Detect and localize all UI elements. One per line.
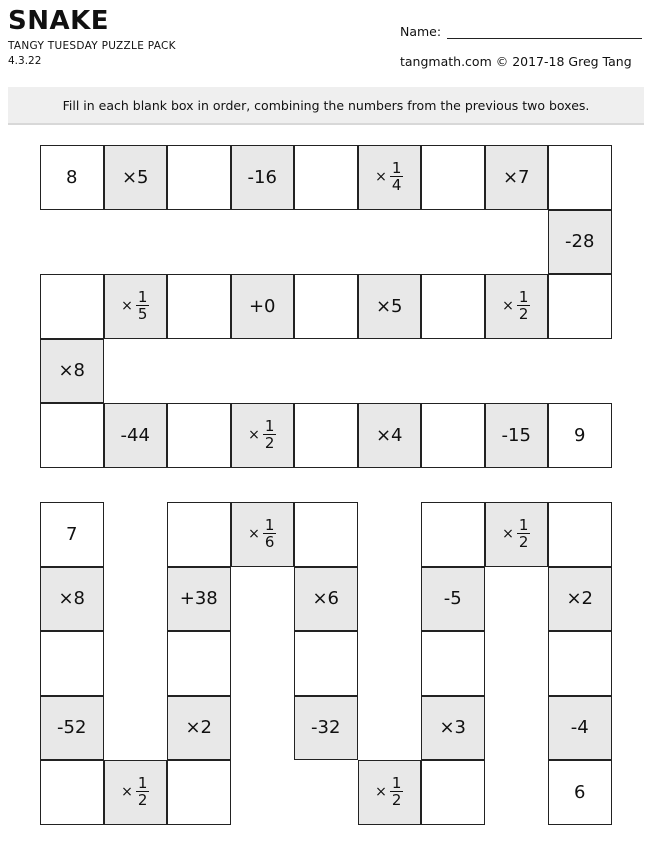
times-sign: × <box>375 784 387 801</box>
puzzle2-cell[interactable] <box>40 631 104 696</box>
times-sign: × <box>121 298 133 315</box>
puzzle1-row1-cell <box>231 145 295 210</box>
puzzle1-row2-cell[interactable] <box>421 274 485 339</box>
fraction <box>136 776 150 808</box>
instructions-bar <box>8 87 644 125</box>
puzzle1-row3-cell <box>485 403 549 468</box>
puzzle2-cell <box>548 760 612 825</box>
cell-value: ×4 <box>375 424 403 446</box>
cell-value: -52 <box>57 717 87 739</box>
puzzle2-cell[interactable] <box>421 760 485 825</box>
cell-value: -32 <box>311 717 341 739</box>
fraction-denominator: 2 <box>518 305 529 324</box>
cell-value: -5 <box>443 588 462 610</box>
puzzle2-cell <box>358 760 422 825</box>
cell-value: 9 <box>574 424 586 446</box>
puzzle1-row1-cell <box>358 145 422 210</box>
puzzle1-row2-cell[interactable] <box>548 274 612 339</box>
puzzle1-connector-left <box>40 339 104 404</box>
cell-value: ×5 <box>121 166 149 188</box>
date: 4.3.22 <box>8 55 42 67</box>
puzzle1-row1-cell <box>485 145 549 210</box>
puzzle1-row1-cell[interactable] <box>421 145 485 210</box>
puzzle2-cell[interactable] <box>294 502 358 567</box>
cell-value: -28 <box>565 231 595 253</box>
puzzle1-row3-cell <box>548 403 612 468</box>
subtitle: TANGY TUESDAY PUZZLE PACK <box>8 40 176 52</box>
puzzle2-cell[interactable] <box>167 760 231 825</box>
puzzle1-row3-cell <box>104 403 168 468</box>
times-sign: × <box>248 526 260 543</box>
puzzle1-row1-cell[interactable] <box>294 145 358 210</box>
puzzle1-row2-cell <box>104 274 168 339</box>
puzzle1-row1-cell[interactable] <box>167 145 231 210</box>
puzzle2-cell[interactable] <box>40 760 104 825</box>
puzzle2-cell <box>294 696 358 761</box>
puzzle1-row1-cell <box>104 145 168 210</box>
fraction-numerator: 1 <box>391 159 402 178</box>
puzzle2-cell <box>548 567 612 632</box>
fraction-numerator: 1 <box>518 288 529 307</box>
puzzle2-cell[interactable] <box>421 502 485 567</box>
cell-value: +0 <box>248 295 276 317</box>
fraction-denominator: 2 <box>518 533 529 552</box>
fraction <box>136 290 150 322</box>
cell-value: ×2 <box>566 588 594 610</box>
puzzle2-cell <box>40 502 104 567</box>
puzzle2-cell <box>40 696 104 761</box>
puzzle2-cell[interactable] <box>421 631 485 696</box>
puzzle2-cell[interactable] <box>167 502 231 567</box>
fraction <box>390 161 404 193</box>
puzzle1-row3-cell <box>358 403 422 468</box>
fraction <box>390 776 404 808</box>
fraction-numerator: 1 <box>137 288 148 307</box>
name-line[interactable] <box>447 38 642 39</box>
times-sign: × <box>502 526 514 543</box>
cell-value: 7 <box>66 523 78 545</box>
cell-value: 6 <box>574 781 586 803</box>
cell-value: ×2 <box>185 717 213 739</box>
puzzle2-cell <box>548 696 612 761</box>
cell-value: ×5 <box>375 295 403 317</box>
puzzle1-row3-cell[interactable] <box>421 403 485 468</box>
cell-value: -4 <box>570 717 589 739</box>
fraction-numerator: 1 <box>391 774 402 793</box>
puzzle2-cell <box>421 696 485 761</box>
puzzle1-row1-cell <box>40 145 104 210</box>
name-label: Name: <box>400 24 442 39</box>
fraction-denominator: 2 <box>264 434 275 453</box>
cell-value: +38 <box>179 588 218 610</box>
cell-value: -16 <box>247 166 277 188</box>
fraction <box>263 518 277 550</box>
puzzle1-connector-right <box>548 210 612 275</box>
puzzle2-cell[interactable] <box>294 631 358 696</box>
cell-value: -44 <box>120 424 150 446</box>
puzzle2-cell <box>40 567 104 632</box>
puzzle2-cell <box>294 567 358 632</box>
fraction-denominator: 2 <box>391 791 402 810</box>
fraction-numerator: 1 <box>518 516 529 535</box>
fraction-numerator: 1 <box>264 417 275 436</box>
fraction <box>517 518 531 550</box>
fraction <box>517 290 531 322</box>
times-sign: × <box>375 169 387 186</box>
puzzle1-row1-cell[interactable] <box>548 145 612 210</box>
puzzle2-cell <box>167 696 231 761</box>
puzzle2-cell <box>421 567 485 632</box>
fraction-numerator: 1 <box>137 774 148 793</box>
cell-value: ×6 <box>312 588 340 610</box>
times-sign: × <box>248 427 260 444</box>
cell-value: ×3 <box>439 717 467 739</box>
cell-value: ×7 <box>502 166 530 188</box>
puzzle1-row3-cell[interactable] <box>294 403 358 468</box>
puzzle1-row2-cell <box>485 274 549 339</box>
puzzle2-cell <box>104 760 168 825</box>
puzzle1-row2-cell <box>231 274 295 339</box>
puzzle1-row2-cell <box>358 274 422 339</box>
fraction <box>263 419 277 451</box>
cell-value: ×8 <box>58 588 86 610</box>
times-sign: × <box>502 298 514 315</box>
puzzle2-cell[interactable] <box>167 631 231 696</box>
copyright: tangmath.com © 2017-18 Greg Tang <box>400 54 632 69</box>
puzzle1-row2-cell[interactable] <box>167 274 231 339</box>
times-sign: × <box>121 784 133 801</box>
puzzle1-row3-cell[interactable] <box>167 403 231 468</box>
puzzle2-cell <box>485 502 549 567</box>
puzzle1-row3-cell[interactable] <box>40 403 104 468</box>
puzzle2-cell <box>231 502 295 567</box>
fraction-denominator: 5 <box>137 305 148 324</box>
puzzle2-cell[interactable] <box>548 502 612 567</box>
puzzle1-row3-cell <box>231 403 295 468</box>
puzzle1-row2-cell[interactable] <box>40 274 104 339</box>
puzzle2-cell <box>167 567 231 632</box>
fraction-denominator: 6 <box>264 533 275 552</box>
instructions-text: Fill in each blank box in order, combining the numbers from the previous two boxes. <box>62 97 590 113</box>
puzzle1-row2-cell[interactable] <box>294 274 358 339</box>
cell-value: 8 <box>66 166 78 188</box>
title: SNAKE <box>8 6 110 36</box>
cell-value: -15 <box>501 424 531 446</box>
puzzle2-cell[interactable] <box>548 631 612 696</box>
fraction-denominator: 2 <box>137 791 148 810</box>
fraction-numerator: 1 <box>264 516 275 535</box>
cell-value: ×8 <box>58 360 86 382</box>
fraction-denominator: 4 <box>391 176 402 195</box>
